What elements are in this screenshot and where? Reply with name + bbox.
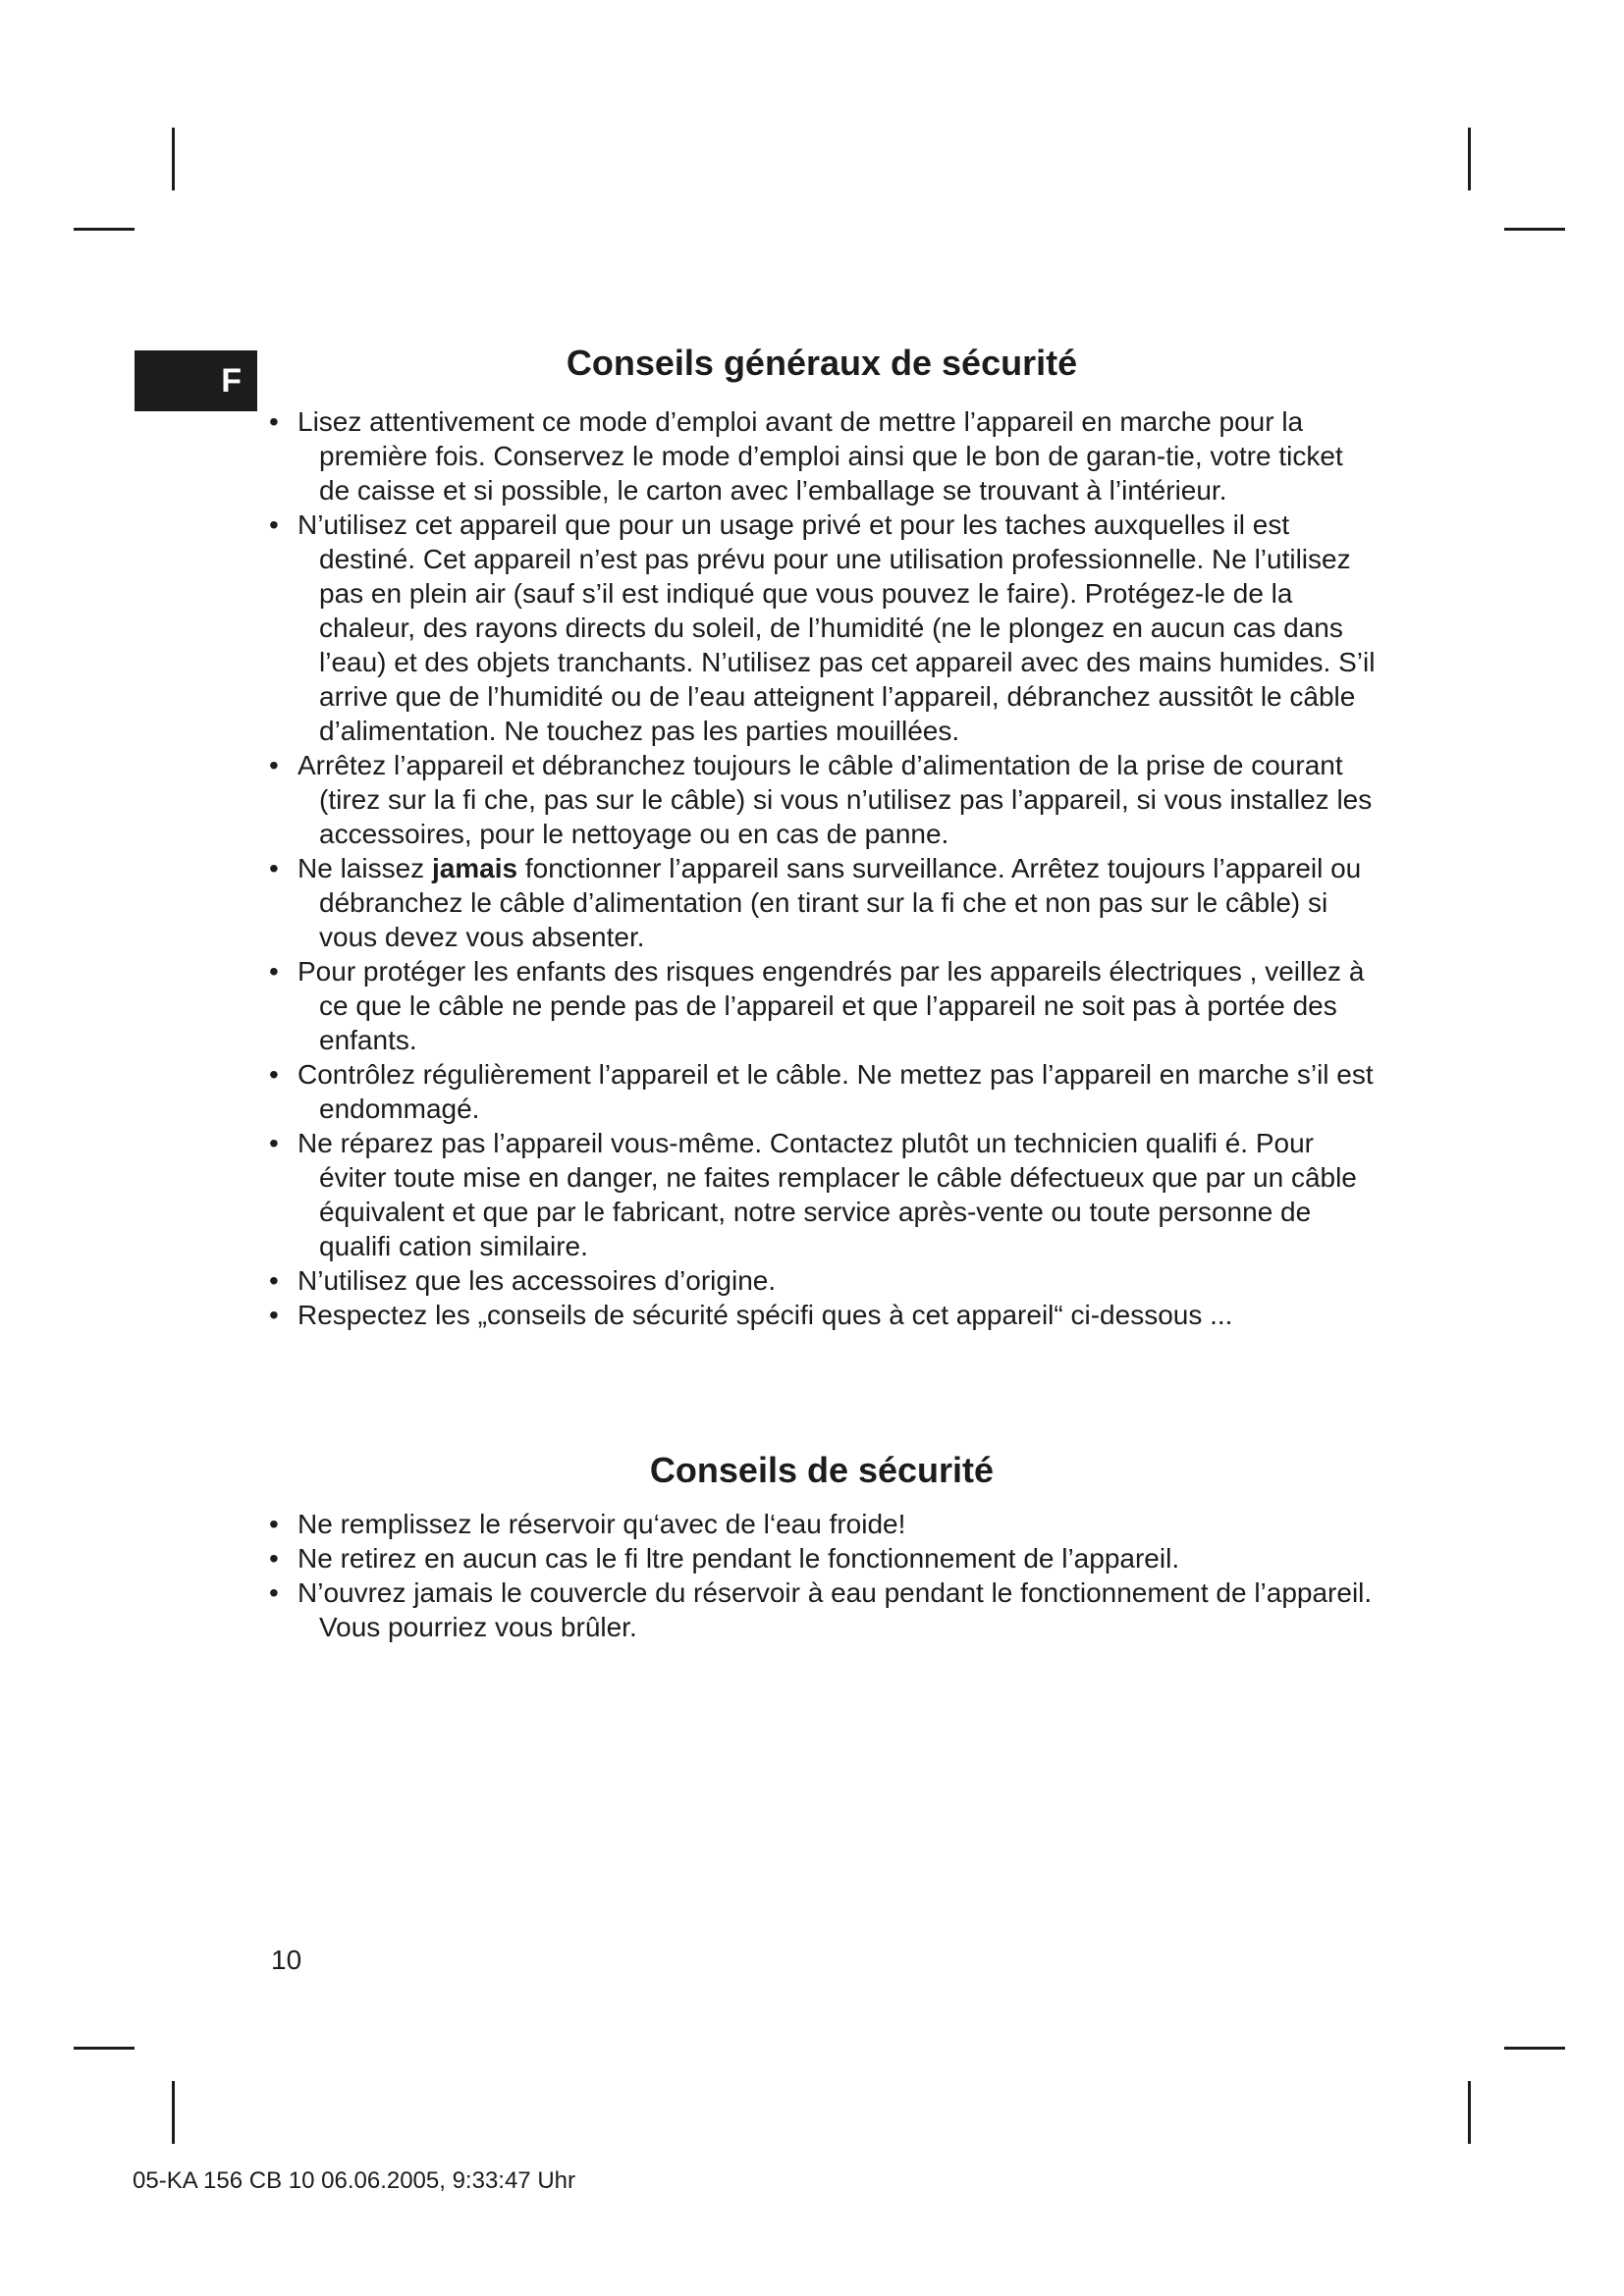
list-item-text: Contrôlez régulièrement l’appareil et le câble. Ne mettez pas l’appareil en marche s’il est endommagé. [298,1059,1374,1124]
crop-mark-bottom-left-horizontal [74,2047,135,2050]
list-item-text: Pour protéger les enfants des risques engendrés par les appareils électriques , veillez à ce que le câble ne pende pas de l’appareil et que l’appareil ne soit pas à portée des enfants. [298,956,1365,1055]
bullet-glyph: • [269,956,279,987]
crop-mark-bottom-right-horizontal [1504,2047,1565,2050]
bullet-glyph: • [269,1265,279,1296]
crop-mark-bottom-right-vertical [1468,2081,1471,2144]
crop-mark-top-left-horizontal [74,228,135,231]
list-item-text: Arrêtez l’appareil et débranchez toujours le câble d’alimentation de la prise de courant (tirez sur la fi che, pas sur le câble) si vous n’utilisez pas l’appareil, si vous installez les accessoires, pour le nettoyage ou en cas de panne. [298,750,1373,849]
crop-mark-top-left-vertical [172,128,175,190]
list-item [267,507,1377,748]
bullet-glyph: • [269,406,279,437]
list-item-text: Lisez attentivement ce mode d’emploi avant de mettre l’appareil en marche pour la première fois. Conservez le mode d’emploi ainsi que le bon de garan-tie, votre ticket de caisse et si possible, le carton avec l’emballage se trouvant à l’intérieur. [298,406,1343,506]
list-item [267,1126,1377,1263]
bullet-glyph: • [269,1509,279,1539]
list-item [267,1298,1377,1332]
bullet-glyph: • [269,853,279,883]
list-item [267,1057,1377,1126]
bullet-glyph: • [269,1059,279,1090]
bullet-glyph: • [269,750,279,780]
general-safety-list [267,404,1377,1332]
bullet-glyph: • [269,509,279,540]
bullet-glyph: • [269,1128,279,1158]
list-item-text: Ne réparez pas l’appareil vous-même. Contactez plutôt un technicien qualifi é. Pour éviter toute mise en danger, ne faites remplacer le câble défectueux que par un câble équivalent et que par le fabricant, notre service après-vente ou toute personne de qualifi cation similaire. [298,1128,1357,1261]
list-item-text: N’ouvrez jamais le couvercle du réservoir à eau pendant le fonctionnement de l’appareil. Vous pourriez vous brûler. [298,1577,1373,1642]
list-item [267,1507,1377,1541]
emphasis-text: jamais [431,853,518,883]
crop-mark-top-right-horizontal [1504,228,1565,231]
list-item-text: N’utilisez que les accessoires d’origine. [298,1265,777,1296]
specific-safety-list [267,1507,1377,1644]
list-item-text: Ne retirez en aucun cas le fi ltre pendant le fonctionnement de l’appareil. [298,1543,1180,1574]
list-item-text: Respectez les „conseils de sécurité spécifi ques à cet appareil“ ci-dessous ... [298,1300,1233,1330]
list-item [267,404,1377,507]
section-title-specific: Conseils de sécurité [649,1450,995,1490]
list-item [267,1541,1377,1575]
page-number: 10 [271,1945,302,1975]
section-title-general: Conseils généraux de sécurité [566,343,1078,383]
list-item-text: N’utilisez cet appareil que pour un usage privé et pour les taches auxquelles il est destiné. Cet appareil n’est pas prévu pour une utilisation professionnelle. Ne l’utilisez pas en plein air (sauf s’il est indiqué que vous pouvez le faire). Protégez-le de la chaleur, des rayons directs du soleil, de l’humidité (ne le plongez en aucun cas dans l’eau) et des objets tranchants. N’utilisez pas cet appareil avec des mains humides. S’il arrive que de l’humidité ou de l’eau atteignent l’appareil, débranchez aussitôt le câble d’alimentation. Ne touchez pas les parties mouillées. [298,509,1376,746]
bullet-glyph: • [269,1300,279,1330]
list-item-text: fonctionner l’appareil sans surveillance. Arrêtez toujours l’appareil ou débranchez le câble d’alimentation (en tirant sur la fi che et non pas sur le câble) si vous devez vous absenter. [319,853,1362,952]
bullet-glyph: • [269,1577,279,1608]
language-tab: F [135,350,257,411]
list-item [267,851,1377,954]
bullet-glyph: • [269,1543,279,1574]
list-item-text: Ne remplissez le réservoir qu‘avec de l‘eau froide! [298,1509,906,1539]
list-item [267,954,1377,1057]
crop-mark-top-right-vertical [1468,128,1471,190]
list-item-text: Ne laissez [298,853,432,883]
list-item [267,1263,1377,1298]
crop-mark-bottom-left-vertical [172,2081,175,2144]
list-item [267,1575,1377,1644]
print-footer-info: 05-KA 156 CB 10 06.06.2005, 9:33:47 Uhr [133,2167,575,2194]
list-item [267,748,1377,851]
